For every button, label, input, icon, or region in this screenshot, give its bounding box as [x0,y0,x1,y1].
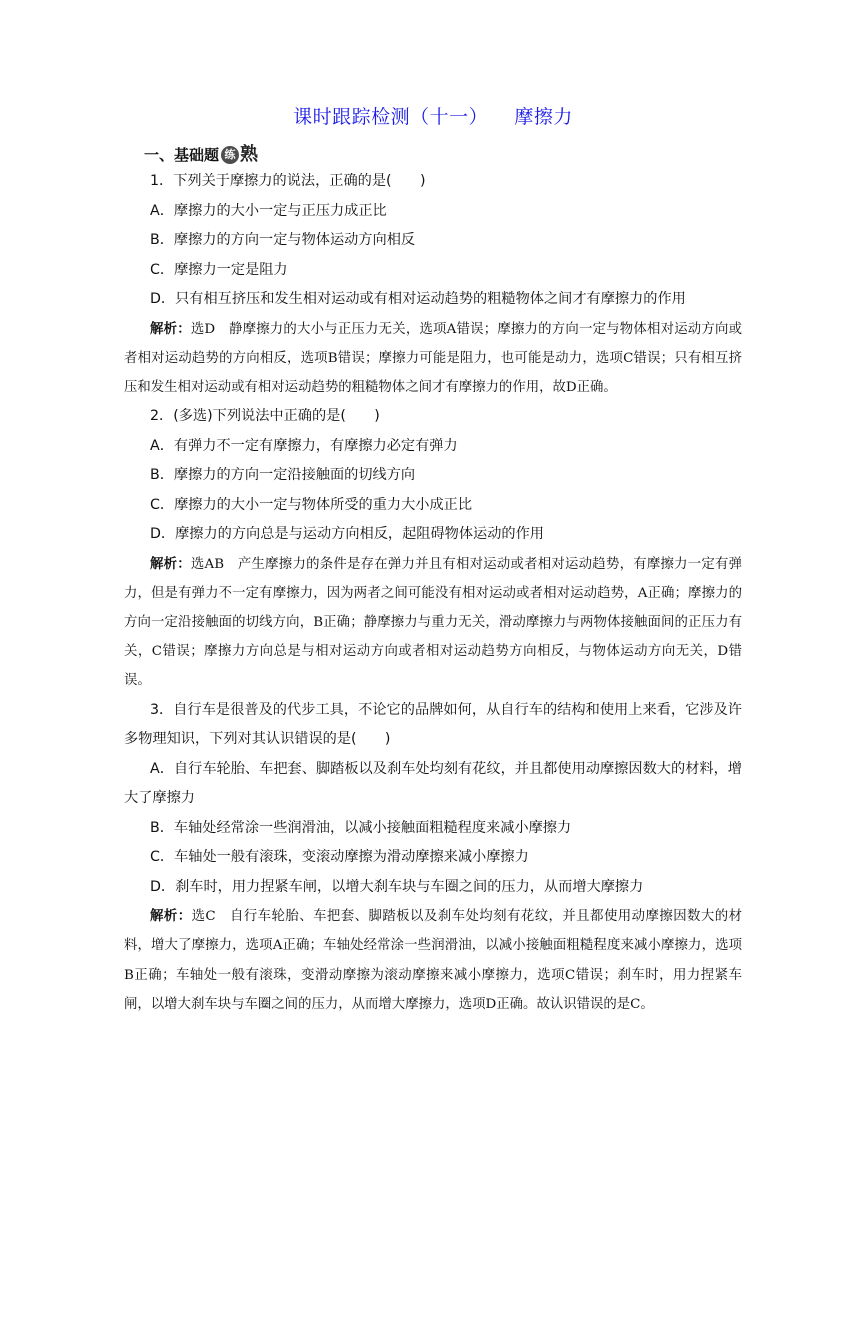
option-c: C．摩擦力一定是阻力 [150,261,288,278]
option-a: A．摩擦力的大小一定与正压力成正比 [150,202,387,219]
analysis [124,902,742,1019]
analysis [124,550,742,696]
option-d: D．刹车时，用力捏紧车闸，以增大刹车块与车圈之间的压力，从而增大摩擦力 [150,878,644,895]
option-b: B．车轴处经常涂一些润滑油，以减小接触面粗糙程度来减小摩擦力 [150,819,572,836]
option-a: A．自行车轮胎、车把套、脚踏板以及刹车处均刻有花纹，并且都使用动摩擦因数大的材料，增大了摩擦力 [124,760,742,807]
option-d: D．摩擦力的方向总是与运动方向相反，起阻碍物体运动的作用 [150,526,544,543]
badge-text: 熟 [240,144,259,165]
section-heading [144,143,742,167]
option-b: B．摩擦力的方向一定沿接触面的切线方向 [150,467,416,484]
analysis-text: 选AB 产生摩擦力的条件是存在弹力并且有相对运动或者相对运动趋势，有摩擦力一定有弹力，但是有弹力不一定有摩擦力，因为两者之间可能没有相对运动或者相对运动趋势，A正确；摩擦力的方向一定沿接触面的切线方向，B正确；静摩擦力与重力无关，滑动摩擦力与两物体接触面间的正压力有关，C错误；摩擦力方向总是与相对运动方向或者相对运动趋势方向相反，与物体运动方向无关，D错误。 [124,556,743,689]
page-title: 课时跟踪检测（十一） 摩擦力 [293,106,573,128]
option-c: C．摩擦力的大小一定与物体所受的重力大小成正比 [150,496,473,513]
analysis-label: 解析： [150,321,191,337]
question-stem: 2．(多选)下列说法中正确的是( ) [150,408,380,425]
question-stem: 1．下列关于摩擦力的说法，正确的是( ) [150,173,426,189]
question-stem: 3．自行车是很普及的代步工具，不论它的品牌如何，从自行车的结构和使用上来看，它涉及许多物理知识，下列对其认识错误的是( ) [124,701,742,748]
section-badge [221,143,258,167]
section-label: 一、基础题 [144,146,220,164]
option-c: C．车轴处一般有滚珠，变滚动摩擦为滑动摩擦来减小摩擦力 [150,849,529,866]
analysis-label: 解析： [150,909,192,925]
analysis-text: 选D 静摩擦力的大小与正压力无关，选项A错误；摩擦力的方向一定与物体相对运动方向或者相对运动趋势的方向相反，选项B错误；摩擦力可能是阻力，也可能是动力，选项C错误；只有相互挤压和发生相对运动或有相对运动趋势的粗糙物体之间才有摩擦力的作用，故D正确。 [124,321,743,395]
analysis [124,315,742,403]
question-2 [124,402,742,696]
option-a: A．有弹力不一定有摩擦力，有摩擦力必定有弹力 [150,437,458,454]
analysis-label: 解析： [150,556,191,572]
analysis-text: 选C 自行车轮胎、车把套、脚踏板以及刹车处均刻有花纹，并且都使用动摩擦因数大的材料，增大了摩擦力，选项A正确；车轴处经常涂一些润滑油，以减小接触面粗糙程度来减小摩擦力，选项B正确；车轴处一般有滚珠，变滑动摩擦为滚动摩擦来减小摩擦力，选项C错误；刹车时，用力捏紧车闸，以增大刹车块与车圈之间的压力，从而增大摩擦力，选项D正确。故认识错误的是C。 [124,909,743,1012]
option-d: D．只有相互挤压和发生相对运动或有相对运动趋势的粗糙物体之间才有摩擦力的作用 [150,291,686,307]
question-1 [124,167,742,402]
document-page [0,102,860,1318]
question-3 [124,696,742,1019]
option-b: B．摩擦力的方向一定与物体运动方向相反 [150,232,416,248]
practice-badge-icon: 练 [221,146,239,164]
